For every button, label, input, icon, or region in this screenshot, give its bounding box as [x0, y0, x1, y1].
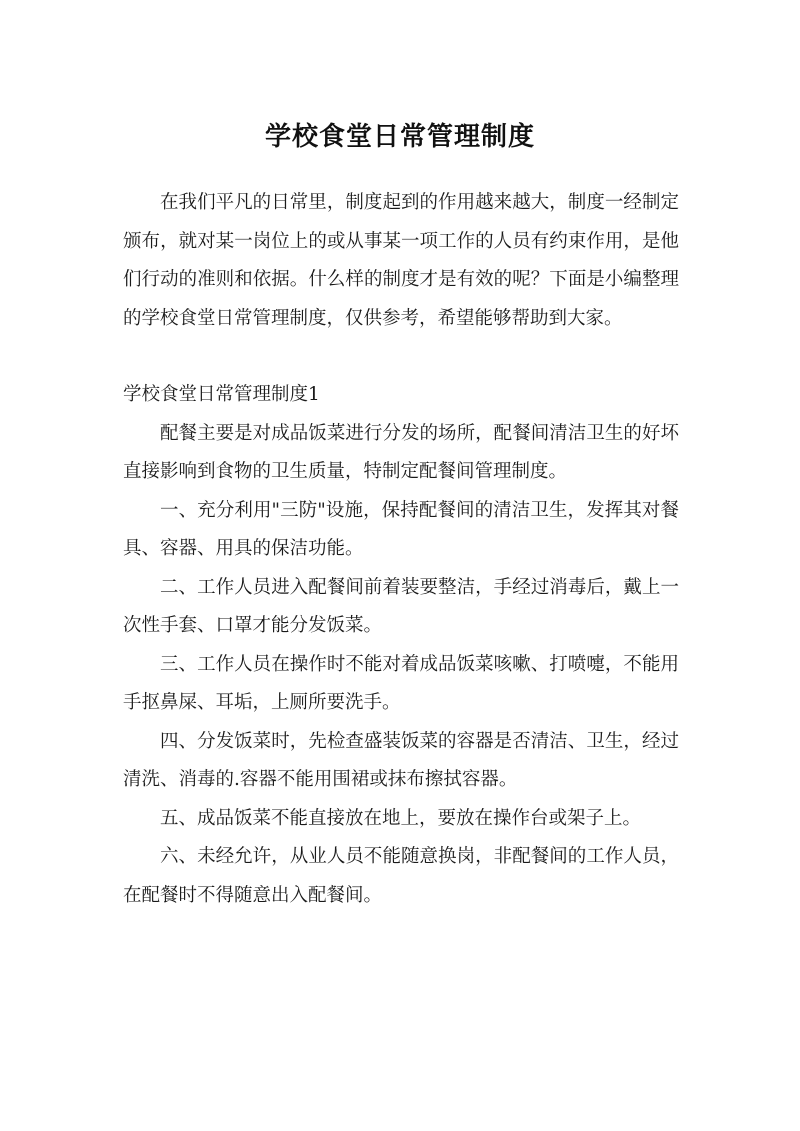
body-paragraph-1: 配餐主要是对成品饭菜进行分发的场所，配餐间清洁卫生的好坏直接影响到食物的卫生质量，特制定配餐间管理制度。 — [123, 422, 679, 482]
rule-paragraph-3: 三、工作人员在操作时不能对着成品饭菜咳嗽、打喷嚏，不能用手抠鼻屎、耳垢，上厕所要洗手。 — [123, 653, 679, 713]
intro-paragraph: 在我们平凡的日常里，制度起到的作用越来越大，制度一经制定颁布，就对某一岗位上的或从事某一项工作的人员有约束作用，是他们行动的准则和依据。什么样的制度才是有效的呢？下面是小编整理的学校食堂日常管理制度，仅供参考，希望能够帮助到大家。 — [123, 192, 679, 329]
rule-paragraph-5: 五、成品饭菜不能直接放在地上，要放在操作台或架子上。 — [160, 807, 642, 829]
rule-paragraph-6: 六、未经允许，从业人员不能随意换岗，非配餐间的工作人员，在配餐时不得随意出入配餐间。 — [123, 846, 679, 906]
rule-paragraph-4: 四、分发饭菜时，先检查盛装饭菜的容器是否清洁、卫生，经过清洗、消毒的.容器不能用围裙或抹布擦拭容器。 — [123, 730, 679, 790]
rule-paragraph-1: 一、充分利用"三防"设施，保持配餐间的清洁卫生，发挥其对餐具、容器、用具的保洁功能。 — [123, 499, 679, 559]
section-heading: 学校食堂日常管理制度1 — [123, 384, 320, 405]
rule-paragraph-2: 二、工作人员进入配餐间前着装要整洁，手经过消毒后，戴上一次性手套、口罩才能分发饭菜。 — [123, 576, 679, 636]
document-title: 学校食堂日常管理制度 — [264, 122, 535, 153]
document-body — [123, 184, 679, 915]
